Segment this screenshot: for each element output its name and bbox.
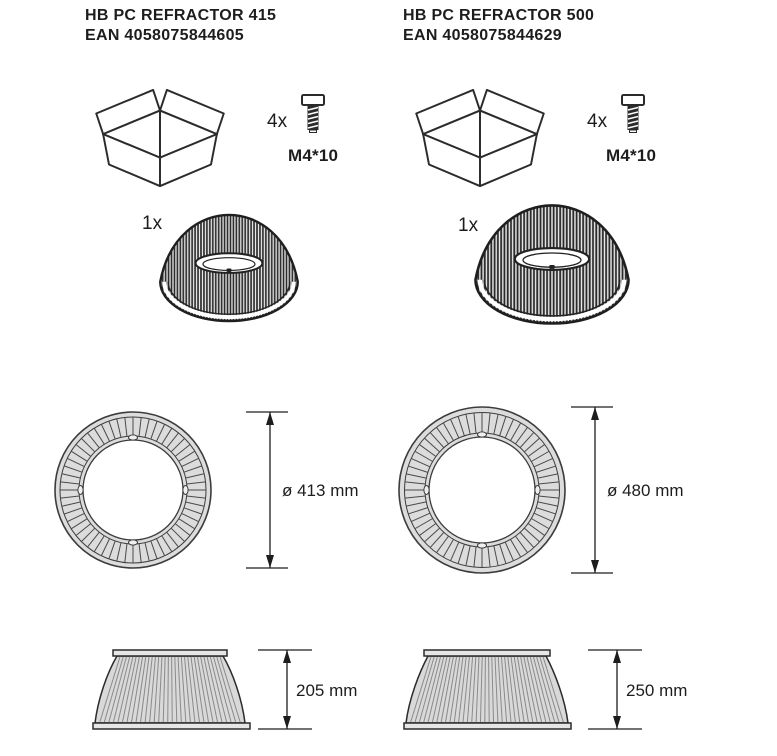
title-block xyxy=(403,6,594,46)
product-title: HB PC REFRACTOR 415 xyxy=(85,7,277,24)
reflector-top-view xyxy=(25,403,370,583)
reflector-qty-label: 1x xyxy=(142,213,163,234)
reflector-icon xyxy=(155,212,303,325)
reflector-qty-label: 1x xyxy=(458,215,479,236)
screw-qty-label: 4x xyxy=(587,111,608,132)
product-title: HB PC REFRACTOR 500 xyxy=(403,7,595,24)
screw-spec-label: M4*10 xyxy=(288,146,339,165)
product-ean: EAN 4058075844605 xyxy=(85,27,245,44)
screw-qty-label: 4x xyxy=(267,111,288,132)
product-column-500 xyxy=(320,0,777,756)
reflector-top-view xyxy=(383,403,728,583)
diameter-dimension-label: ø 480 mm xyxy=(607,481,684,500)
open-box-icon xyxy=(415,88,545,190)
screw-icon xyxy=(620,94,646,144)
product-ean: EAN 4058075844629 xyxy=(403,27,563,44)
reflector-icon xyxy=(470,202,634,328)
open-box-icon xyxy=(95,88,225,190)
reflector-side-view xyxy=(378,647,718,743)
title-block xyxy=(85,6,276,46)
diameter-dimension-label: ø 413 mm xyxy=(282,481,359,500)
height-dimension-label: 250 mm xyxy=(626,681,688,700)
height-dimension-label: 205 mm xyxy=(296,681,358,700)
screw-spec-label: M4*10 xyxy=(606,146,657,165)
